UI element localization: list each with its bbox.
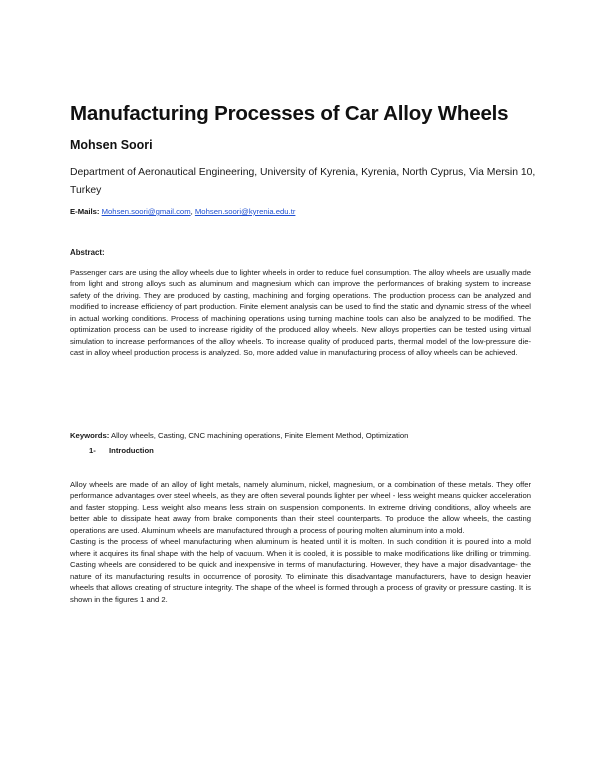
- abstract-text: Passenger cars are using the alloy wheels due to lighter wheels in order to reduce fuel consumption. The alloy wheels are usually made from light and strong alloys such as aluminum and magnesium which can improve the performances of braking system to increase safety of the driving. They are produced by casting, machining and forging operations. The production process can be analyzed and modified to increase efficiency of part production. Finite element analysis can be used to find the static and dynamic stress of the wheel in actual working conditions. Process of machining operations using turning machine tools can also be analyzed to be modified. The optimization process can be used to increase rigidity of the produced alloy wheels. New alloys properties can be tested using virtual simulation to increase performances of the alloy wheels. To increase quality of produced parts, thermal model of the low-pressure die-cast in alloy wheel production process is analyzed. So, more added value in manufacturing process of alloy wheels can be achieved.: [70, 268, 531, 358]
- email-line: [70, 207, 295, 216]
- abstract-heading: Abstract:: [70, 248, 105, 257]
- paragraph: Alloy wheels are made of an alloy of light metals, namely aluminum, nickel, magnesium, or a combination of these metals. They offer performance advantages over steel wheels, as they are often several pounds lighter per wheel - less weight means quicker acceleration and faster stopping. Less weight also means less strain on suspension components. In extreme driving conditions, alloy wheels are better able to dissipate heat away from brake components than their steel counterparts. To produce the allow wheels, the casting operations are used. Aluminum wheels are manufactured through a process of pouring molten aluminum into a mold.: [70, 480, 531, 535]
- section-title: Introduction: [109, 446, 154, 455]
- affiliation: Department of Aeronautical Engineering, University of Kyrenia, Kyrenia, North Cyprus, Via Mersin 10, Turkey: [70, 167, 536, 196]
- author-name: Mohsen Soori: [70, 138, 153, 152]
- section-body: [70, 479, 531, 605]
- paper-title: Manufacturing Processes of Car Alloy Wheels: [70, 102, 509, 125]
- keywords-line: [70, 431, 540, 440]
- email-separator: ,: [190, 207, 193, 216]
- email-label: E-Mails:: [70, 207, 100, 216]
- email-link-kyrenia[interactable]: Mohsen.soori@kyrenia.edu.tr: [194, 207, 296, 216]
- section-number: 1-: [89, 446, 96, 455]
- keywords-text: Alloy wheels, Casting, CNC machining operations, Finite Element Method, Optimization: [111, 431, 409, 440]
- email-link-gmail[interactable]: Mohsen.soori@gmail.com: [101, 207, 191, 216]
- keywords-label: Keywords:: [70, 431, 110, 440]
- section-heading: [89, 446, 154, 455]
- paragraph: Casting is the process of wheel manufacturing when aluminum is heated until it is molten. In such condition it is poured into a mold where it acquires its final shape with the help of vacuum. When it is cooled, it is possible to make modifications like drilling or trimming. Casting wheels are considered to be quick and inexpensive in terms of manufacturing. However, they have a major disadvantage- the nature of its manufacturing results in occurrence of porosity. To eliminate this disadvantage manufacturers, have to design heavier wheels that allows creating of structure integrity. The shape of the wheel is formed through a process of gravity or pressure casting. It is shown in the figures 1 and 2.: [70, 537, 531, 604]
